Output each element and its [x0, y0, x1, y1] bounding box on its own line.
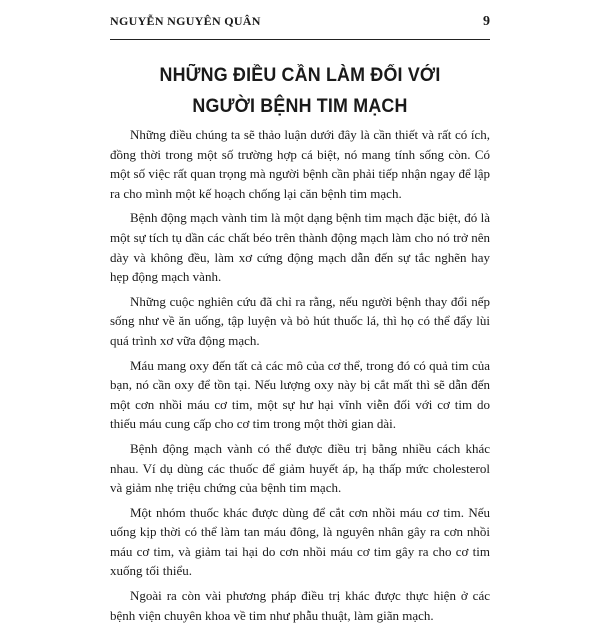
- page-number: 9: [483, 14, 490, 29]
- paragraph: Những điều chúng ta sẽ thảo luận dưới đây là cần thiết và rất có ích, đồng thời trong một số trường hợp cá biệt, nó mang tính sống còn. Có một số việc rất quan trọng mà người bệnh cần phải tiếp nhận ngay để lập ra cho mình một kế hoạch chống lại căn bệnh tim mạch.: [110, 127, 490, 201]
- paragraph: Ngoài ra còn vài phương pháp điều trị khác được thực hiện ở các bệnh viện chuyên khoa về tim như phẫu thuật, làm giãn mạch.: [110, 588, 490, 623]
- body-text: [110, 125, 490, 630]
- paragraph: Bệnh động mạch vành tim là một dạng bệnh tim mạch đặc biệt, đó là một sự tích tụ dần các chất béo trên thành động mạch làm cho nó trở nên dày và không đều, làm xơ cứng động mạch dẫn đến sự tắc nghẽn hay hẹp động mạch vành.: [110, 210, 490, 285]
- header-rule: [110, 39, 490, 40]
- paragraph: Một nhóm thuốc khác được dùng để cắt cơn nhồi máu cơ tim. Nếu uống kịp thời có thể làm tan máu đông, là nguyên nhân gây ra cơn nhồi máu cơ tim, và giảm tai hại do cơn nhồi máu cơ tim gây ra cho cơ tim xuống tối thiểu.: [110, 504, 490, 579]
- running-header: [110, 14, 490, 36]
- chapter-title: [121, 60, 478, 122]
- paragraph: Máu mang oxy đến tất cả các mô của cơ thể, trong đó có quả tim của bạn, nó cần oxy để tồn tại. Nếu lượng oxy này bị cắt mất thì sẽ dẫn đến một cơn nhồi máu cơ tim, một sự hư hại vĩnh viễn đối với cơ tim do thiếu máu cung cấp cho cơ tim trong một thời gian dài.: [110, 357, 490, 432]
- chapter-title-line-2: NGƯỜI BỆNH TIM MẠCH: [192, 96, 408, 117]
- running-title: NGUYỄN NGUYÊN QUÂN: [110, 14, 261, 28]
- paragraph: Những cuộc nghiên cứu đã chỉ ra rằng, nếu người bệnh thay đổi nếp sống như về ăn uống, tập luyện và bỏ hút thuốc lá, thì họ có thể đẩy lùi quá trình xơ vữa động mạch.: [110, 293, 490, 348]
- chapter-title-line-1: NHỮNG ĐIỀU CẦN LÀM ĐỐI VỚI: [159, 65, 441, 86]
- paragraph: Bệnh động mạch vành có thể được điều trị bằng nhiều cách khác nhau. Ví dụ dùng các thuốc để giảm huyết áp, hạ thấp mức cholesterol và giảm nhẹ triệu chứng của bệnh tim mạch.: [110, 440, 490, 496]
